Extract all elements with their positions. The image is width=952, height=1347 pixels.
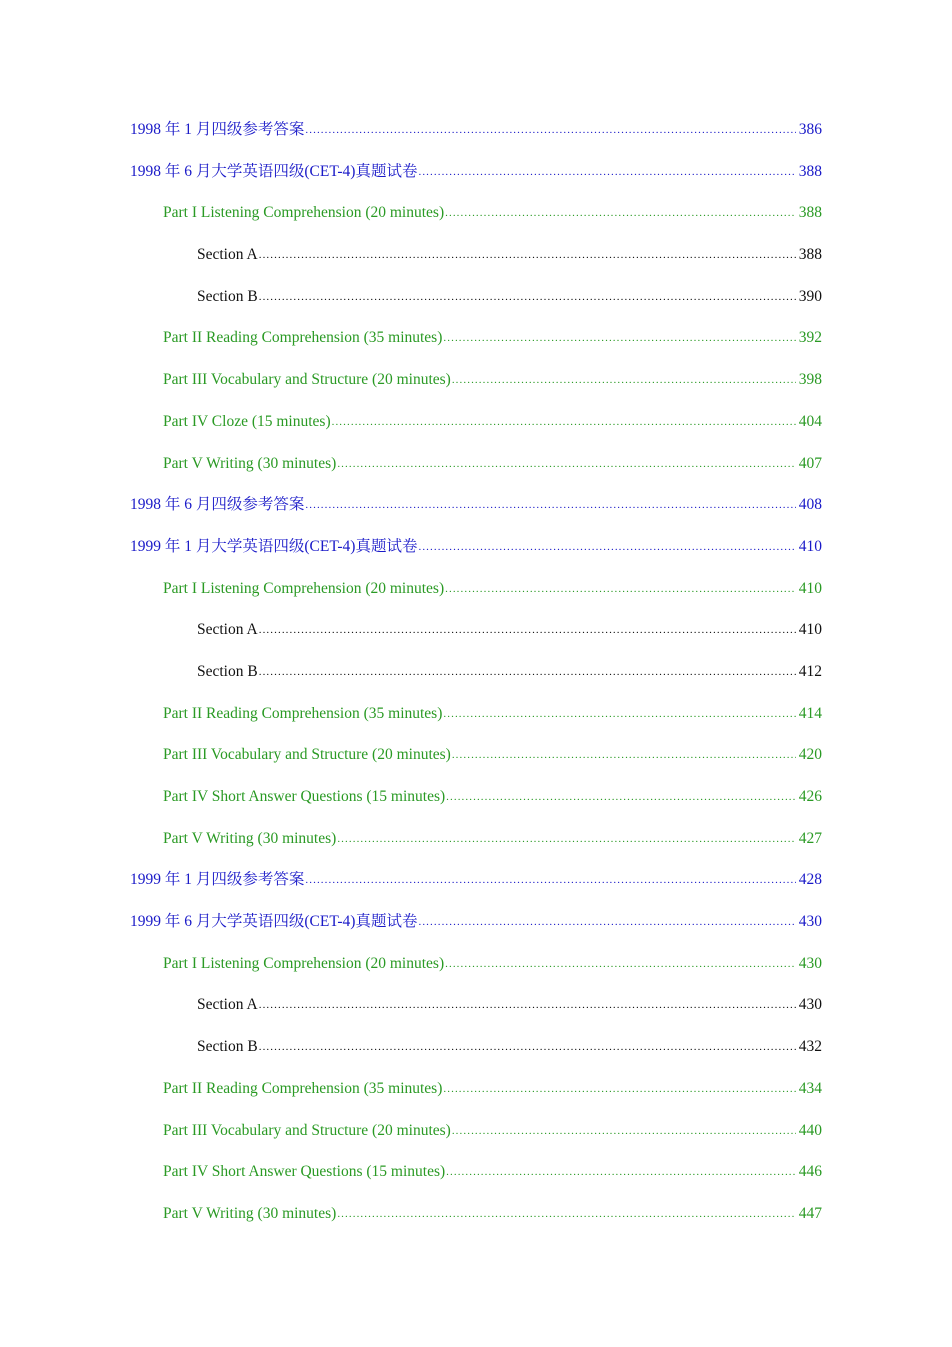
toc-entry-page: 398	[798, 371, 822, 389]
dot-leader	[259, 661, 796, 683]
toc-entry-title: Part III Vocabulary and Structure (20 minutes)	[163, 371, 451, 389]
toc-entry-page: 410	[798, 621, 822, 639]
toc-entry-title: Part IV Cloze (15 minutes)	[163, 412, 331, 430]
toc-entry-title: Part II Reading Comprehension (35 minutes)	[163, 329, 443, 347]
toc-entry-level-1[interactable]	[130, 494, 822, 536]
toc-entry-level-2[interactable]	[130, 703, 822, 745]
toc-entry-title: Part III Vocabulary and Structure (20 minutes)	[163, 746, 451, 764]
toc-entry-level-2[interactable]	[130, 202, 822, 244]
dot-leader	[259, 286, 796, 308]
dot-leader	[259, 1036, 796, 1058]
toc-entry-page: 430	[798, 954, 822, 972]
toc-entry-page: 386	[798, 121, 822, 138]
toc-entry-level-2[interactable]	[130, 578, 822, 620]
toc-entry-page: 426	[798, 788, 822, 805]
toc-entry-level-1[interactable]	[130, 869, 822, 911]
dot-leader	[418, 536, 795, 558]
dot-leader	[332, 411, 796, 433]
dot-leader	[305, 119, 795, 141]
toc-entry-title: Part II Reading Comprehension (35 minutes)	[163, 704, 443, 722]
toc-entry-title: Section B	[197, 287, 258, 305]
toc-entry-page: 392	[798, 329, 822, 347]
toc-entry-page: 440	[798, 1121, 822, 1139]
toc-entry-level-2[interactable]	[130, 744, 822, 786]
toc-entry-page: 420	[798, 746, 822, 764]
dot-leader	[445, 202, 796, 224]
dot-leader	[443, 1078, 795, 1100]
toc-entry-title: 1998 年 1 月四级参考答案	[130, 121, 305, 138]
toc-entry-title: Section B	[197, 662, 258, 680]
toc-entry-page: 446	[798, 1163, 822, 1181]
toc-entry-title: Section B	[197, 1038, 258, 1056]
dot-leader	[305, 494, 795, 516]
toc-entry-page: 432	[798, 1038, 822, 1056]
dot-leader	[452, 1120, 796, 1142]
dot-leader	[259, 244, 796, 266]
table-of-contents	[130, 119, 822, 1245]
toc-entry-level-3[interactable]	[130, 286, 822, 328]
toc-entry-level-1[interactable]	[130, 119, 822, 161]
toc-entry-level-2[interactable]	[130, 327, 822, 369]
toc-entry-level-2[interactable]	[130, 828, 822, 870]
toc-entry-title: Part I Listening Comprehension (20 minutes)	[163, 204, 445, 222]
toc-entry-page: 428	[798, 871, 822, 889]
toc-entry-title: Section A	[197, 621, 258, 639]
toc-entry-page: 388	[798, 204, 822, 222]
toc-entry-page: 388	[798, 162, 822, 180]
dot-leader	[337, 828, 795, 850]
toc-entry-page: 414	[798, 704, 822, 722]
dot-leader	[418, 161, 795, 183]
toc-entry-title: Part V Writing (30 minutes)	[163, 1204, 337, 1222]
dot-leader	[418, 911, 795, 933]
toc-entry-level-2[interactable]	[130, 411, 822, 453]
dot-leader	[446, 1161, 796, 1183]
toc-entry-level-3[interactable]	[130, 994, 822, 1036]
toc-entry-title: Section A	[197, 246, 258, 264]
toc-entry-title: Part IV Short Answer Questions (15 minutes)	[163, 1163, 446, 1181]
toc-entry-title: Part II Reading Comprehension (35 minutes)	[163, 1079, 443, 1097]
toc-entry-level-2[interactable]	[130, 1203, 822, 1245]
dot-leader	[337, 453, 795, 475]
toc-entry-level-3[interactable]	[130, 244, 822, 286]
toc-entry-page: 427	[798, 829, 822, 847]
toc-entry-page: 412	[798, 662, 822, 680]
dot-leader	[452, 369, 796, 391]
dot-leader	[446, 786, 796, 808]
toc-entry-level-2[interactable]	[130, 453, 822, 495]
dot-leader	[443, 703, 795, 725]
dot-leader	[445, 953, 796, 975]
toc-entry-title: Part V Writing (30 minutes)	[163, 454, 337, 472]
dot-leader	[443, 327, 795, 349]
toc-entry-page: 430	[798, 913, 822, 931]
toc-entry-title: 1999 年 1 月大学英语四级(CET-4)真题试卷	[130, 537, 418, 555]
toc-entry-title: Part III Vocabulary and Structure (20 minutes)	[163, 1121, 451, 1139]
dot-leader	[452, 744, 796, 766]
toc-entry-page: 410	[798, 537, 822, 555]
toc-entry-page: 408	[798, 496, 822, 514]
toc-entry-title: Part IV Short Answer Questions (15 minutes)	[163, 788, 446, 805]
toc-entry-level-3[interactable]	[130, 619, 822, 661]
toc-entry-title: Part V Writing (30 minutes)	[163, 829, 337, 847]
toc-entry-page: 407	[798, 454, 822, 472]
toc-entry-level-2[interactable]	[130, 786, 822, 828]
toc-entry-level-1[interactable]	[130, 536, 822, 578]
toc-entry-level-3[interactable]	[130, 661, 822, 703]
dot-leader	[445, 578, 796, 600]
dot-leader	[337, 1203, 795, 1225]
toc-entry-level-2[interactable]	[130, 1120, 822, 1162]
toc-entry-title: 1998 年 6 月四级参考答案	[130, 496, 305, 514]
dot-leader	[259, 994, 796, 1016]
toc-entry-title: Part I Listening Comprehension (20 minutes)	[163, 954, 445, 972]
toc-entry-title: Section A	[197, 996, 258, 1014]
toc-entry-level-2[interactable]	[130, 369, 822, 411]
toc-entry-level-1[interactable]	[130, 161, 822, 203]
toc-entry-level-1[interactable]	[130, 911, 822, 953]
dot-leader	[259, 619, 796, 641]
toc-entry-page: 390	[798, 287, 822, 305]
toc-entry-page: 430	[798, 996, 822, 1014]
dot-leader	[305, 869, 795, 891]
toc-entry-level-2[interactable]	[130, 953, 822, 995]
toc-entry-title: 1999 年 1 月四级参考答案	[130, 871, 305, 889]
toc-entry-level-2[interactable]	[130, 1161, 822, 1203]
toc-entry-page: 434	[798, 1079, 822, 1097]
toc-entry-level-2[interactable]	[130, 1078, 822, 1120]
toc-entry-page: 388	[798, 246, 822, 264]
toc-entry-page: 410	[798, 579, 822, 597]
toc-entry-level-3[interactable]	[130, 1036, 822, 1078]
toc-entry-page: 447	[798, 1204, 822, 1222]
toc-entry-title: 1998 年 6 月大学英语四级(CET-4)真题试卷	[130, 162, 418, 180]
toc-entry-title: Part I Listening Comprehension (20 minutes)	[163, 579, 445, 597]
toc-entry-page: 404	[798, 412, 822, 430]
toc-entry-title: 1999 年 6 月大学英语四级(CET-4)真题试卷	[130, 913, 418, 931]
